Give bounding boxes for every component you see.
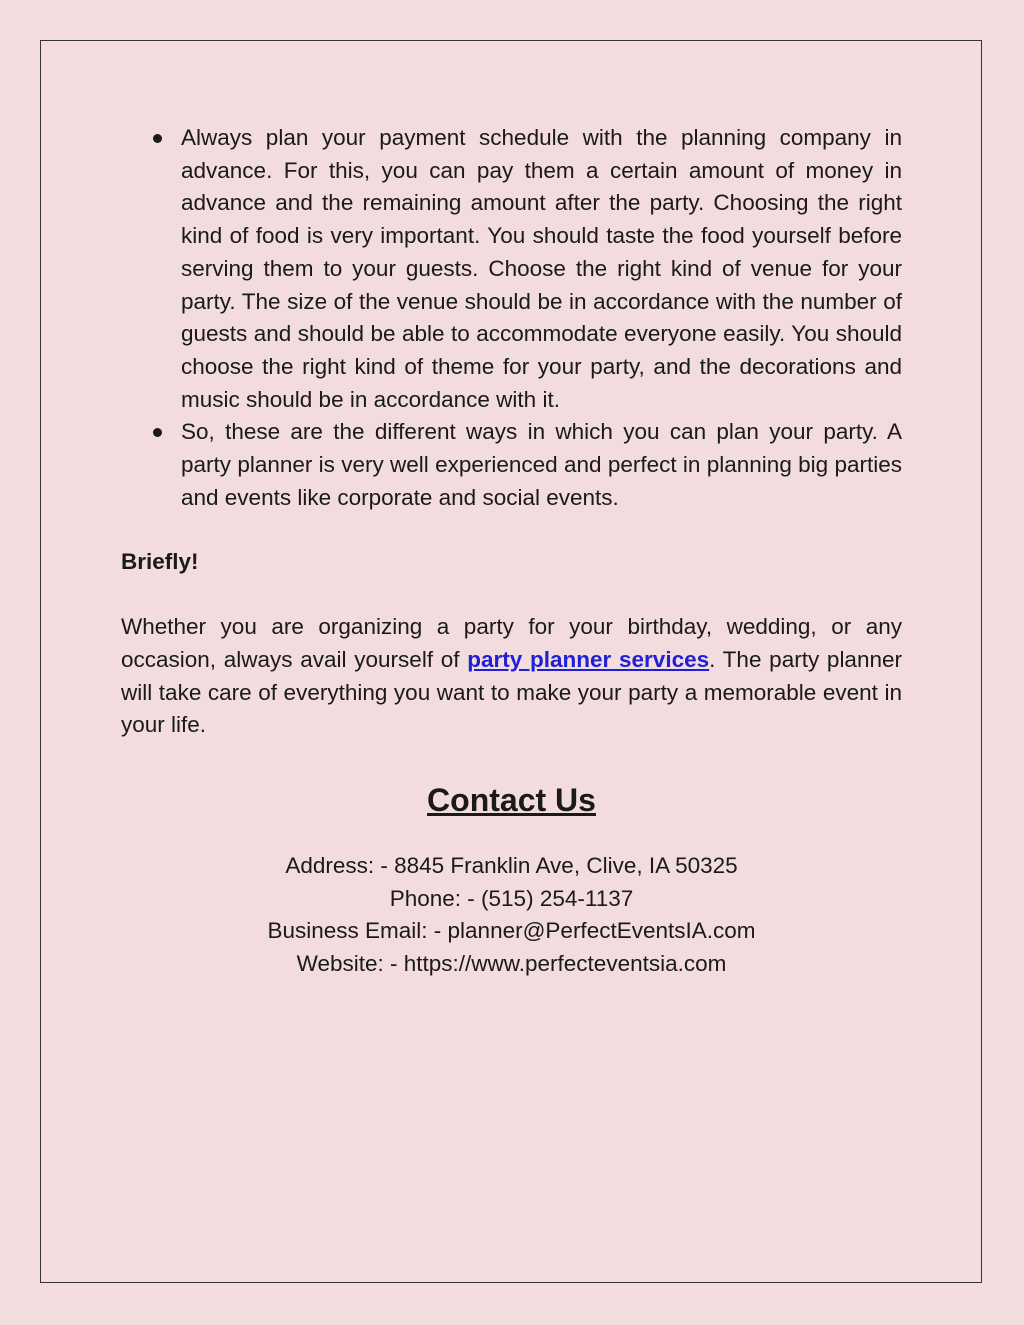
list-item: [121, 122, 902, 416]
list-item-text: So, these are the different ways in which you can plan your party. A party planner is very well experienced and perfect in planning big parties and events like corporate and social events.: [181, 419, 902, 510]
briefly-text-after: . The party planner will take care of everything you want to make your party a memorable event in your life.: [121, 646, 902, 738]
party-planner-services-link[interactable]: party planner services: [467, 646, 710, 672]
contact-email: Business Email: - planner@PerfectEventsIA.com: [267, 918, 756, 944]
bullet-icon: [153, 134, 162, 143]
contact-details: [121, 850, 902, 981]
list-item-text: Always plan your payment schedule with the planning company in advance. For this, you can pay them a certain amount of money in advance and the remaining amount after the party. Choosing the right kind of food is very important. You should taste the food yourself before serving them to your guests. Choose the right kind of venue for your party. The size of the venue should be in accordance with the number of guests and should be able to accommodate everyone easily. You should choose the right kind of theme for your party, and the decorations and music should be in accordance with it.: [181, 125, 902, 412]
contact-phone: Phone: - (515) 254-1137: [389, 885, 634, 911]
contact-address: Address: - 8845 Franklin Ave, Clive, IA 50325: [285, 852, 738, 878]
contact-website: Website: - https://www.perfecteventsia.com: [296, 951, 727, 977]
briefly-text-before: Whether you are organizing a party for your birthday, wedding, or any occasion, always avail yourself of: [121, 614, 902, 672]
briefly-paragraph: [121, 611, 902, 742]
document-content: [121, 122, 902, 981]
bullet-icon: [153, 428, 162, 437]
contact-title: Contact Us: [427, 781, 596, 818]
list-item: [121, 416, 902, 514]
briefly-heading: Briefly!: [121, 549, 199, 575]
tips-list: [121, 122, 902, 514]
